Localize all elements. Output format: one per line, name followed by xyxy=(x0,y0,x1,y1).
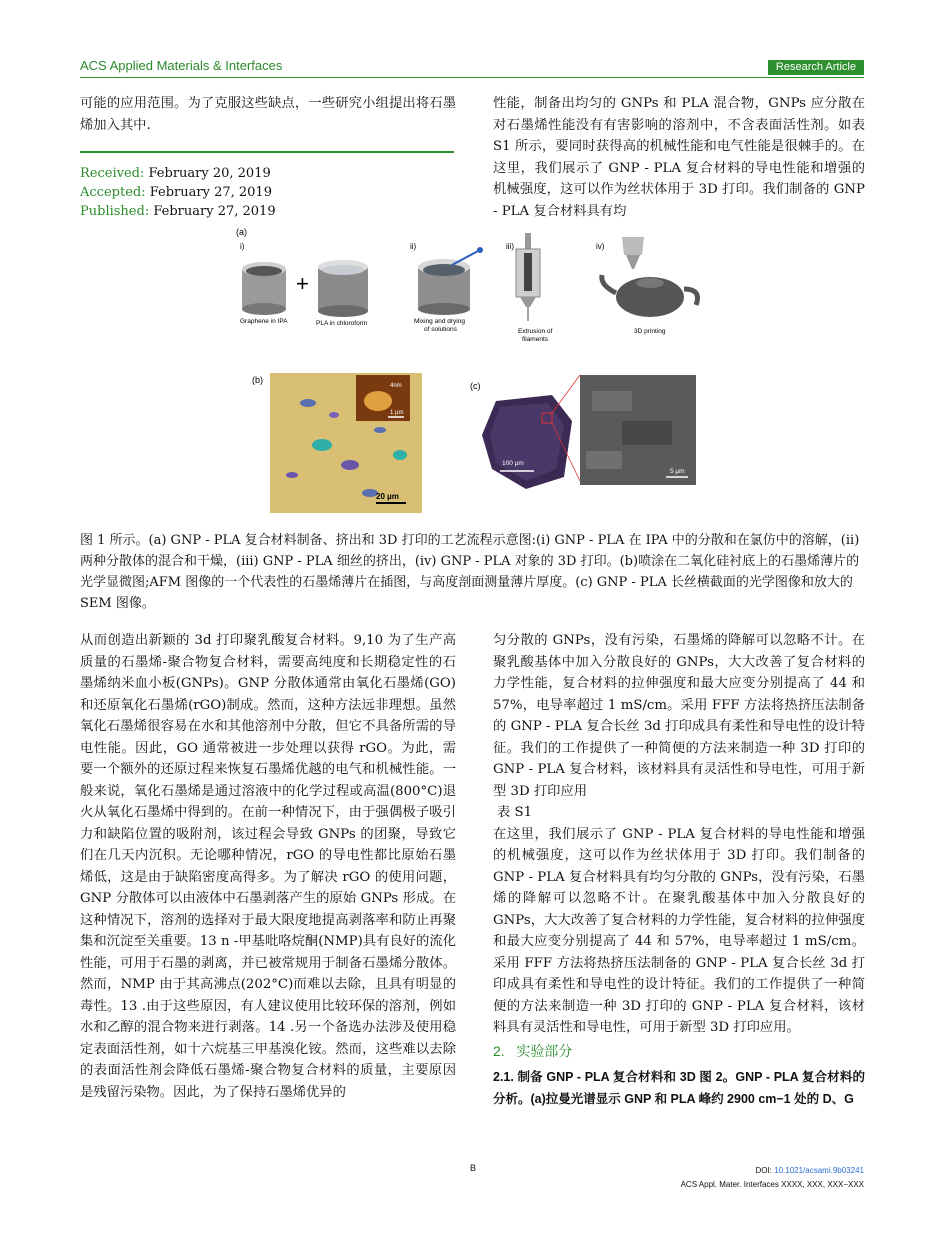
dates-divider xyxy=(80,151,454,153)
extrusion-label-1: Extrusion of xyxy=(518,328,553,335)
subsection-text: 2.1. 制备 GNP - PLA 复合材料和 3D 图 2。GNP - PLA 复合材料的分析。(a)拉曼光谱显示 GNP 和 PLA 峰约 2900 cm−1 处的 D、G xyxy=(493,1070,865,1106)
extrusion-label-2: filaments xyxy=(522,336,549,343)
step-iv-label: iv) xyxy=(596,242,605,251)
right-body-paragraph-1: 匀分散的 GNPs，没有污染，石墨烯的降解可以忽略不计。在聚乳酸基体中加入分散良好的 GNPs，大大改善了复合材料的力学性能，复合材料的拉伸强度和最大应变分别提高了 44 和 57%，电导率超过 1 mS/cm。采用 FFF 方法将热挤压法制备的 GNP - PLA 复合长丝 3d 打印成具有柔性和导电性的设计特征。我们的工作提供了一种简便的方法来制造一种 3D 打印的 GNP - PLA 复合材料，该材料具有灵活性和导电性，可用于新型 3D 打印应用 xyxy=(493,633,865,799)
right-body-paragraph-2: 在这里，我们展示了 GNP - PLA 复合材料的导电性能和增强的机械强度，这可以作为丝状体用于 3D 打印。我们制备的 GNP - PLA 复合材料具有均匀分散的 GNPs，没有污染，石墨烯的降解可以忽略不计。在聚乳酸基体中加入分散良好的 GNPs，大大改善了复合材料的力学性能，复合材料的拉伸强度和最大应变分别提高了 44 和 57%，电导率超过 1 mS/cm。采用 FFF 方法将热挤压法制备的 GNP - PLA 复合长丝 3d 打印成具有柔性和导电性的设计特征。我们的工作提供了一种简便的方法来制造一种 3D 打印的 GNP - PLA 复合材料，该材料具有灵活性和导电性，可用于新型 3D 打印应用。 xyxy=(493,826,865,1035)
mixing-label-1: Mixing and drying xyxy=(414,318,465,325)
published-date: February 27, 2019 xyxy=(153,204,276,219)
scale-bar-5um: 5 µm xyxy=(670,468,685,475)
doi-label: DOI: xyxy=(755,1166,772,1175)
pla-beaker xyxy=(318,260,368,317)
page-number: B xyxy=(470,1163,477,1173)
figure-1 xyxy=(230,225,730,515)
mixing-beaker xyxy=(418,247,483,315)
received-label: Received: xyxy=(80,166,145,181)
extruder-diagram xyxy=(516,233,540,321)
panel-b-label: (b) xyxy=(252,375,263,385)
step-ii-label: ii) xyxy=(410,242,417,251)
section-heading: 2. 实验部分 xyxy=(493,1042,573,1059)
filament-cross-section xyxy=(482,375,580,489)
printer-teapot xyxy=(602,237,698,317)
right-top-paragraph: 性能，制备出均匀的 GNPs 和 PLA 混合物，GNPs 应分散在对石墨烯性能没有有害影响的溶剂中，不含表面活性剂。如表 S1 所示，要同时获得高的机械性能和电气性能是很棘手的。在这里，我们展示了 GNP - PLA 复合材料的导电性能和增强的机械强度，这可以作为丝状体用于 3D 打印。我们制备的 GNP - PLA 复合材料具有均 xyxy=(493,96,865,219)
doi-link[interactable]: 10.1021/acsami.9b03241 xyxy=(774,1166,864,1175)
step-i-label: i) xyxy=(240,242,245,251)
journal-citation: ACS Appl. Mater. Interfaces XXXX, XXX, XXX−XXX xyxy=(680,1180,864,1189)
left-top-paragraph: 可能的应用范围。为了克服这些缺点，一些研究小组提出将石墨烯加入其中. xyxy=(80,96,456,133)
pla-in-chloroform-label: PLA in chloroform xyxy=(316,320,368,327)
accepted-label: Accepted: xyxy=(80,185,146,200)
mixing-label-2: of solutions xyxy=(424,326,457,333)
step-iii-label: iii) xyxy=(506,242,514,251)
accepted-date: February 27, 2019 xyxy=(149,185,272,200)
scale-bar-100um: 100 µm xyxy=(502,460,524,467)
scale-bar-20um: 20 µm xyxy=(376,492,399,501)
journal-name: ACS Applied Materials & Interfaces xyxy=(80,58,283,73)
table-reference: 表 S1 xyxy=(497,805,533,820)
right-body xyxy=(493,630,865,1110)
article-dates xyxy=(80,164,276,221)
panel-c-label: (c) xyxy=(470,381,481,391)
panel-a-label: (a) xyxy=(236,227,247,237)
published-label: Published: xyxy=(80,204,150,219)
graphene-beaker xyxy=(242,262,286,315)
left-body-paragraph: 从而创造出新颖的 3d 打印聚乳酸复合材料。9,10 为了生产高质量的石墨烯-聚合物复合材料，需要高纯度和长期稳定性的石墨烯纳米血小板(GNPs)。GNP 分散体通常由氧化石墨烯(GO)和还原氧化石墨烯(rGO)制成。然而，这种方法远非理想。虽然氧化石墨烯很容易在水和其他溶剂中分散，但它不具备所需的导电性能。因此，GO 通常被进一步处理以获得 rGO。为此，需要一个额外的还原过程来恢复石墨烯优越的电气和机械性能。一般来说，氧化石墨烯是通过溶液中的化学过程或高温(800°C)退火从氧化石墨烯中得到的。在前一种情况下，由于强偶极子吸引力和缺陷位置的吸附剂，该过程会导致 GNPs 的团聚，导致它们在几天内沉积。无论哪种情况，rGO 的导电性都比原始石墨烯低，这是由于缺陷密度高得多。为了解决 rGO 的使用问题，GNP 分散体可以由液体中石墨剥落产生的原始 GNPs 形成。在这种情况下，溶剂的选择对于最大限度地提高剥落率和防止再聚集和沉淀至关重要。13 n -甲基吡咯烷酮(NMP)具有良好的流化性能，可用于石墨的剥离，并已被常规用于制备石墨烯分散体。然而，NMP 由于其高沸点(202°C)而难以去除，且具有明显的毒性。13 .由于这些原因，有人建议使用比较环保的溶剂，例如水和乙醇的混合物来进行剥落。14 .另一个备选办法涉及使用稳定表面活性剂，如十六烷基三甲基溴化铵。然而，这些难以去除的表面活性剂会降低石墨烯-聚合物复合材料的质量，主要原因是残留污染物。因此，为了保持石墨烯优异的 xyxy=(80,633,456,1100)
graphene-in-ipa-label: Graphene in IPA xyxy=(240,318,288,325)
footer-citation xyxy=(681,1164,864,1192)
article-type-badge: Research Article xyxy=(768,60,864,75)
header-rule xyxy=(80,77,864,78)
afm-scale-1um: 1 µm xyxy=(390,410,404,416)
3d-printing-label: 3D printing xyxy=(634,328,666,335)
afm-height-4nm: 4nm xyxy=(390,383,402,389)
figure-caption: 图 1 所示。(a) GNP - PLA 复合材料制备、挤出和 3D 打印的工艺流程示意图:(i) GNP - PLA 在 IPA 中的分散和在氯仿中的溶解，(ii)两种分散体的混合和干燥，(iii) GNP - PLA 细丝的挤出，(iv) GNP - PLA 对象的 3D 打印。(b)喷涂在二氧化硅衬底上的石墨烯薄片的光学显微图;AFM 图像的一个代表性的石墨烯薄片在插图，与高度剖面测量薄片厚度。(c) GNP - PLA 长丝横截面的光学图像和放大的 SEM 图像。 xyxy=(80,533,860,611)
plus-sign: + xyxy=(296,271,309,296)
received-date: February 20, 2019 xyxy=(148,166,271,181)
